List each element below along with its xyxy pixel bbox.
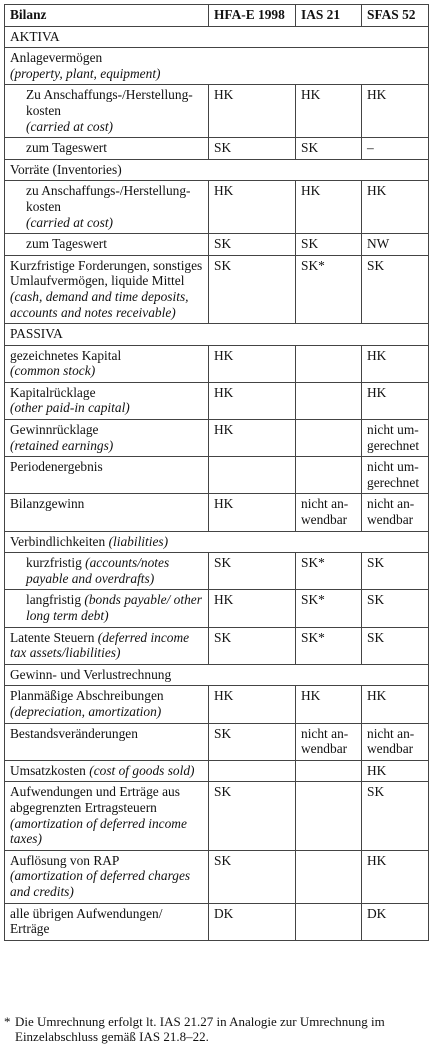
value-ias bbox=[296, 457, 362, 494]
value-hfa: SK bbox=[209, 255, 296, 323]
header-sfas: SFAS 52 bbox=[362, 5, 429, 27]
value-sfas: nicht um- gerechnet bbox=[362, 457, 429, 494]
row-kurzfristige-forderungen bbox=[5, 255, 429, 323]
label-de: kurzfristig bbox=[26, 555, 82, 571]
label-de: langfristig bbox=[26, 592, 82, 608]
header-bilanz: Bilanz bbox=[5, 5, 209, 27]
label-en: (retained earnings) bbox=[10, 437, 114, 453]
value-hfa bbox=[209, 457, 296, 494]
value-sfas: HK bbox=[362, 850, 429, 903]
value-ias bbox=[296, 420, 362, 457]
value-ias bbox=[296, 382, 362, 419]
row-vorraete-tageswert bbox=[5, 234, 429, 256]
label-cell bbox=[5, 760, 209, 782]
value-hfa: DK bbox=[209, 903, 296, 940]
row-umsatzkosten bbox=[5, 760, 429, 782]
value-ias: HK bbox=[296, 181, 362, 234]
label-de: Kurzfristige Forderungen, sonstiges Umlaufvermögen, liquide Mittel bbox=[10, 257, 203, 289]
value-sfas: SK bbox=[362, 590, 429, 627]
label-en: (amortization of deferred charges and credits) bbox=[10, 868, 191, 899]
value-sfas: NW bbox=[362, 234, 429, 256]
row-verb-kurzfristig bbox=[5, 553, 429, 590]
row-verb-langfristig bbox=[5, 590, 429, 627]
label-cell bbox=[5, 553, 209, 590]
value-hfa: HK bbox=[209, 181, 296, 234]
value-sfas: – bbox=[362, 138, 429, 160]
label-de: zu Anschaffungs-/Herstellung- kosten bbox=[26, 183, 191, 214]
label-en: (liabilities) bbox=[108, 533, 169, 549]
label-de: gezeichnetes Kapital bbox=[10, 347, 122, 363]
value-sfas: SK bbox=[362, 782, 429, 850]
value-hfa: SK bbox=[209, 553, 296, 590]
value-sfas: SK bbox=[362, 553, 429, 590]
value-sfas: HK bbox=[362, 382, 429, 419]
row-ertragsteuern bbox=[5, 782, 429, 850]
label-cell bbox=[5, 181, 209, 234]
label-de: Vorräte (Inventories) bbox=[5, 159, 429, 181]
value-sfas: HK bbox=[362, 181, 429, 234]
label-de: zum Tageswert bbox=[5, 234, 209, 256]
label-de: Auflösung von RAP bbox=[10, 852, 120, 868]
label-de: Aufwendungen und Erträge aus abgegrenzten Ertragsteuern bbox=[10, 784, 180, 815]
row-latente-steuern bbox=[5, 627, 429, 664]
value-sfas: DK bbox=[362, 903, 429, 940]
value-hfa: HK bbox=[209, 590, 296, 627]
label-cell bbox=[5, 627, 209, 664]
label-de: Kapitalrücklage bbox=[10, 384, 96, 400]
row-kapitalruecklage bbox=[5, 382, 429, 419]
value-ias: HK bbox=[296, 686, 362, 723]
section-aktiva: AKTIVA bbox=[5, 26, 429, 48]
row-abschreibungen bbox=[5, 686, 429, 723]
label-de: Zu Anschaffungs-/Herstellung- kosten bbox=[26, 87, 193, 118]
label-en: (deferred income tax assets/liabilities) bbox=[10, 629, 190, 661]
header-ias: IAS 21 bbox=[296, 5, 362, 27]
row-uebrige bbox=[5, 903, 429, 940]
label-de: Bestandsveränderungen bbox=[5, 723, 209, 760]
value-hfa: HK bbox=[209, 420, 296, 457]
label-en: (depreciation, amortization) bbox=[10, 703, 162, 719]
value-ias bbox=[296, 760, 362, 782]
label-cell bbox=[5, 345, 209, 382]
value-ias bbox=[296, 782, 362, 850]
section-guv: Gewinn- und Verlustrechnung bbox=[5, 664, 429, 686]
value-sfas: HK bbox=[362, 760, 429, 782]
label-de: Anlagevermögen bbox=[10, 50, 103, 66]
label-cell bbox=[5, 85, 209, 138]
value-sfas: nicht an- wendbar bbox=[362, 723, 429, 760]
footnote-line-2: Einzelabschluss gemäß IAS 21.8–22. bbox=[15, 1029, 209, 1044]
value-sfas: SK bbox=[362, 255, 429, 323]
value-ias: SK bbox=[296, 138, 362, 160]
row-vorraete-hk bbox=[5, 181, 429, 234]
value-hfa bbox=[209, 760, 296, 782]
label-en: (carried at cost) bbox=[26, 118, 114, 134]
label-de: Planmäßige Abschreibungen bbox=[10, 688, 164, 704]
label-de: Gewinnrücklage bbox=[10, 422, 99, 438]
value-hfa: SK bbox=[209, 723, 296, 760]
section-passiva: PASSIVA bbox=[5, 324, 429, 346]
footnote-mark: * bbox=[4, 1014, 11, 1029]
value-ias: SK* bbox=[296, 553, 362, 590]
label-en: (bonds payable/ other long term debt) bbox=[26, 592, 202, 623]
label-en: (property, plant, equipment) bbox=[10, 65, 161, 81]
value-ias bbox=[296, 903, 362, 940]
label-de: Verbindlichkeiten bbox=[10, 533, 106, 549]
header-hfa: HFA-E 1998 bbox=[209, 5, 296, 27]
label-cell bbox=[5, 850, 209, 903]
label-en: (cost of goods sold) bbox=[89, 762, 195, 778]
label-de: zum Tageswert bbox=[5, 138, 209, 160]
value-hfa: HK bbox=[209, 345, 296, 382]
header-row bbox=[5, 5, 429, 27]
footnote bbox=[4, 1014, 430, 1044]
value-hfa: SK bbox=[209, 782, 296, 850]
label-cell bbox=[5, 531, 429, 553]
label-en: (cash, demand and time deposits, accounts and notes receivable) bbox=[10, 288, 189, 320]
value-sfas: SK bbox=[362, 627, 429, 664]
row-anlagevermoegen bbox=[5, 48, 429, 85]
row-anlage-tageswert bbox=[5, 138, 429, 160]
row-verbindlichkeiten bbox=[5, 531, 429, 553]
value-hfa: SK bbox=[209, 138, 296, 160]
label-de: Periodenergebnis bbox=[5, 457, 209, 494]
label-cell bbox=[5, 686, 209, 723]
label-de: Umsatzkosten bbox=[10, 762, 86, 778]
row-rap bbox=[5, 850, 429, 903]
label-de: Bilanzgewinn bbox=[5, 494, 209, 531]
value-sfas: HK bbox=[362, 85, 429, 138]
value-hfa: HK bbox=[209, 382, 296, 419]
value-hfa: HK bbox=[209, 494, 296, 531]
label-en: (other paid-in capital) bbox=[10, 400, 130, 416]
value-ias: HK bbox=[296, 85, 362, 138]
value-ias: SK bbox=[296, 234, 362, 256]
value-hfa: HK bbox=[209, 85, 296, 138]
row-anlage-hk bbox=[5, 85, 429, 138]
label-cell bbox=[5, 48, 429, 85]
row-periodenergebnis bbox=[5, 457, 429, 494]
label-cell bbox=[5, 590, 209, 627]
footnote-line-1: Die Umrechnung erfolgt lt. IAS 21.27 in Analogie zur Umrechnung im bbox=[15, 1014, 385, 1029]
value-ias bbox=[296, 850, 362, 903]
bilanz-table bbox=[4, 4, 429, 941]
value-hfa: SK bbox=[209, 627, 296, 664]
label-cell bbox=[5, 255, 209, 323]
row-bestandsveraenderungen bbox=[5, 723, 429, 760]
label-cell bbox=[5, 782, 209, 850]
value-ias bbox=[296, 345, 362, 382]
value-sfas: nicht um- gerechnet bbox=[362, 420, 429, 457]
value-hfa: SK bbox=[209, 234, 296, 256]
value-sfas: HK bbox=[362, 345, 429, 382]
label-en: (common stock) bbox=[10, 363, 96, 379]
value-ias: SK* bbox=[296, 255, 362, 323]
value-ias: SK* bbox=[296, 590, 362, 627]
value-ias: nicht an- wendbar bbox=[296, 494, 362, 531]
label-en: (carried at cost) bbox=[26, 214, 114, 230]
row-gezeichnetes-kapital bbox=[5, 345, 429, 382]
value-hfa: HK bbox=[209, 686, 296, 723]
value-sfas: HK bbox=[362, 686, 429, 723]
label-cell bbox=[5, 420, 209, 457]
value-ias: SK* bbox=[296, 627, 362, 664]
value-sfas: nicht an- wendbar bbox=[362, 494, 429, 531]
row-gewinnruecklage bbox=[5, 420, 429, 457]
row-bilanzgewinn bbox=[5, 494, 429, 531]
label-cell bbox=[5, 382, 209, 419]
label-en: (amortization of deferred income taxes) bbox=[10, 815, 187, 847]
label-de: alle übrigen Aufwendungen/ Erträge bbox=[5, 903, 209, 940]
row-vorraete bbox=[5, 159, 429, 181]
label-de: Latente Steuern bbox=[10, 629, 95, 645]
label-en: (accounts/notes payable and overdrafts) bbox=[26, 555, 170, 586]
value-ias: nicht an- wendbar bbox=[296, 723, 362, 760]
value-hfa: SK bbox=[209, 850, 296, 903]
